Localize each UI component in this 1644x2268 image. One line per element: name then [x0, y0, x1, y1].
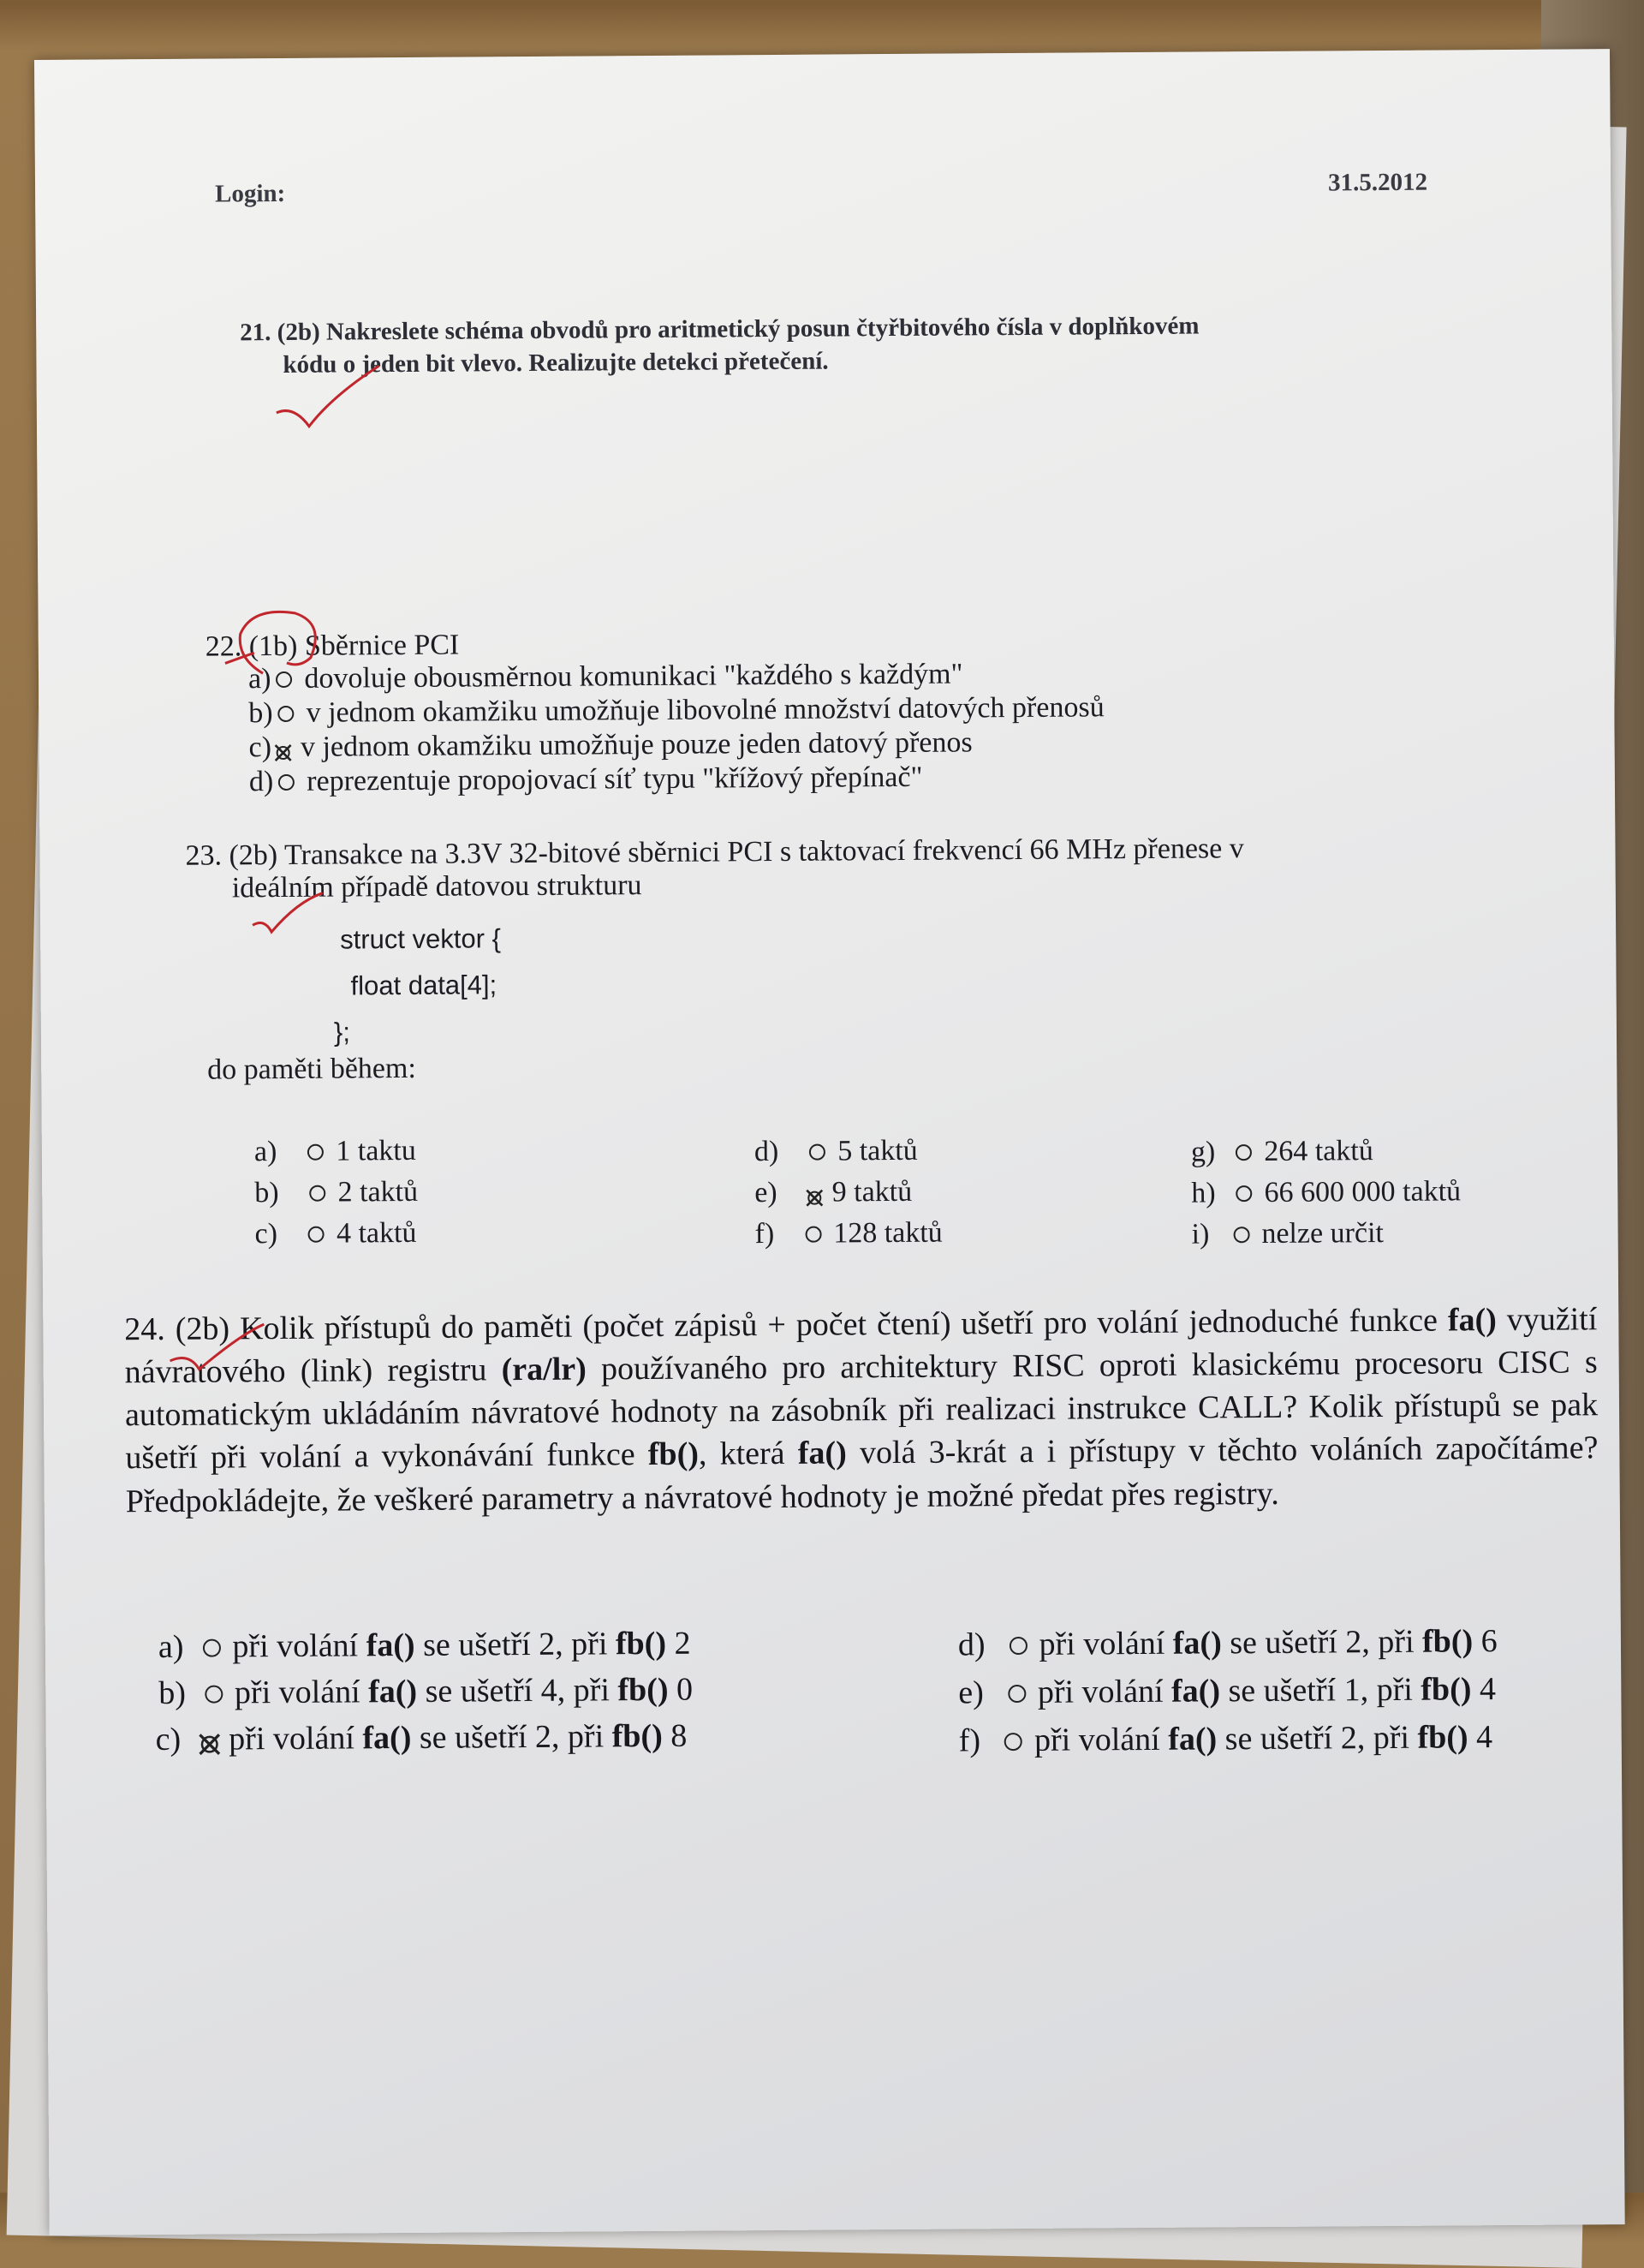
option-letter: e) [958, 1674, 985, 1711]
register-name: (ra/lr) [501, 1351, 587, 1388]
question-number: 22. [205, 630, 242, 663]
option-letter: e) [754, 1176, 777, 1209]
function-name: fb() [1421, 1671, 1472, 1708]
radio-circle-icon[interactable] [278, 774, 295, 791]
function-name: fb() [611, 1717, 663, 1755]
option-text: 264 taktů [1264, 1135, 1373, 1168]
answer-option[interactable] [158, 1671, 693, 1712]
option-text: při volání [232, 1627, 366, 1665]
question-text: , která [698, 1435, 798, 1473]
question-22 [206, 628, 460, 666]
option-text: při volání [1037, 1673, 1172, 1710]
code-line: struct vektor { [340, 923, 502, 955]
login-label: Login: [214, 179, 286, 208]
question-text: používaného pro architektury RISC oproti klasickému procesoru CISC s automatickým ukládáním návratové hodnoty na zásobník při realizaci instrukce CALL? Kolik přístupů se pak ušetří při volání a vykonávání funkce [124, 1344, 1599, 1477]
answer-option[interactable] [158, 1625, 691, 1666]
question-text-continued: ideálním případě datovou strukturu [231, 869, 642, 904]
question-points: (2b) [277, 318, 320, 347]
option-text: 4 taktů [336, 1216, 417, 1250]
radio-circle-icon[interactable] [308, 1226, 325, 1242]
question-21 [240, 311, 1200, 382]
function-name: fa() [1447, 1302, 1497, 1339]
radio-circle-icon[interactable] [205, 1685, 223, 1703]
function-name: fa() [1172, 1625, 1222, 1662]
question-24 [124, 1298, 1599, 1523]
option-letter: i) [1191, 1218, 1210, 1250]
exam-date: 31.5.2012 [1327, 168, 1428, 197]
option-letter: c) [254, 1218, 278, 1250]
radio-circle-icon[interactable] [809, 1143, 825, 1160]
option-letter: b) [254, 1177, 279, 1209]
answer-option[interactable] [248, 691, 1105, 730]
function-name: fb() [1417, 1719, 1468, 1756]
option-text: 9 taktů [831, 1175, 913, 1209]
question-title: Sběrnice PCI [304, 629, 460, 662]
question-points: (2b) [175, 1310, 230, 1347]
option-text: se ušetří 2, při [1221, 1623, 1423, 1662]
question-text: využití návratového (link) registru [124, 1301, 1598, 1391]
answer-option-selected[interactable] [754, 1176, 912, 1209]
option-text: 0 [668, 1671, 694, 1708]
function-name: fb() [617, 1671, 669, 1709]
radio-circle-icon[interactable] [1010, 1637, 1028, 1655]
radio-circle-icon[interactable] [1236, 1185, 1253, 1202]
option-letter: f) [958, 1722, 981, 1759]
answer-option[interactable] [959, 1718, 1493, 1759]
option-text: 66 600 000 taktů [1264, 1175, 1462, 1209]
option-letter: g) [1190, 1136, 1216, 1168]
option-text: 6 [1473, 1623, 1498, 1660]
function-name: fb() [647, 1436, 700, 1473]
function-name: fa() [366, 1626, 415, 1664]
answer-option-selected[interactable] [248, 726, 972, 764]
answer-option[interactable] [958, 1622, 1498, 1663]
code-line: }; [333, 1017, 351, 1047]
option-text: 4 [1468, 1719, 1493, 1756]
radio-circle-icon[interactable] [310, 1185, 326, 1201]
radio-circle-icon[interactable] [278, 706, 295, 722]
answer-option[interactable] [249, 761, 923, 798]
option-text: se ušetří 2, při [1217, 1719, 1418, 1758]
option-text: se ušetří 2, při [411, 1718, 612, 1756]
function-name: fa() [368, 1673, 418, 1710]
option-letter: c) [155, 1721, 182, 1758]
option-letter: a) [247, 663, 271, 695]
answer-option-selected[interactable] [156, 1717, 688, 1758]
crossed-circle-icon[interactable] [196, 1728, 220, 1752]
question-23 [185, 833, 1244, 905]
option-letter: b) [158, 1674, 187, 1712]
function-name: fb() [615, 1625, 667, 1662]
option-text: 128 taktů [833, 1216, 943, 1250]
radio-circle-icon[interactable] [805, 1226, 821, 1242]
option-text: v jednom okamžiku umožňuje libovolné množství datových přenosů [306, 691, 1105, 729]
answer-option[interactable] [1191, 1217, 1384, 1251]
radio-circle-icon[interactable] [1233, 1227, 1249, 1243]
option-text: v jednom okamžiku umožňuje pouze jeden datový přenos [300, 726, 973, 763]
function-name: fa() [797, 1435, 847, 1472]
radio-circle-icon[interactable] [202, 1638, 220, 1656]
option-letter: d) [957, 1626, 986, 1663]
option-text: se ušetří 1, při [1219, 1671, 1421, 1710]
question-text-continued: kódu o jeden bit vlevo. Realizujte detekci přetečení. [283, 347, 829, 379]
answer-option[interactable] [754, 1135, 918, 1168]
option-text: 2 taktů [337, 1175, 419, 1209]
answer-option[interactable] [1191, 1135, 1373, 1168]
option-text: nelze určit [1261, 1217, 1385, 1250]
function-name: fa() [362, 1719, 412, 1757]
question-number: 21. [240, 319, 271, 347]
option-text: 5 taktů [837, 1134, 918, 1167]
option-letter: d) [754, 1135, 779, 1168]
answer-option[interactable] [754, 1217, 942, 1251]
option-letter: h) [1191, 1177, 1216, 1209]
option-text: se ušetří 4, při [416, 1672, 618, 1710]
answer-option[interactable] [958, 1670, 1496, 1711]
question-points: (2b) [229, 839, 278, 872]
code-line: float data[4]; [350, 970, 497, 1001]
radio-circle-icon[interactable] [1004, 1733, 1022, 1751]
crossed-circle-icon[interactable] [273, 738, 292, 757]
answer-option[interactable] [254, 1217, 416, 1250]
option-text: 4 [1471, 1671, 1497, 1708]
option-text: se ušetří 2, při [414, 1626, 616, 1663]
option-text: reprezentuje propojovací síť typu "křížový přepínač" [307, 761, 923, 797]
option-letter: a) [253, 1136, 277, 1168]
option-text: při volání [1033, 1721, 1169, 1758]
option-letter: f) [754, 1218, 775, 1250]
option-text: při volání [229, 1720, 363, 1758]
option-text: při volání [1039, 1625, 1173, 1662]
answer-option[interactable] [254, 1135, 416, 1168]
question-number: 24. [124, 1310, 165, 1348]
option-text: při volání [234, 1674, 369, 1711]
option-text: 8 [662, 1717, 688, 1754]
question-text: volá 3-krát a i přístupy v těchto voláních započítáme? Předpokládejte, že veškeré parametry a návratové hodnoty je možné předat přes registry. [125, 1429, 1599, 1519]
function-name: fa() [1170, 1673, 1221, 1710]
function-name: fa() [1168, 1721, 1218, 1758]
radio-circle-icon[interactable] [1008, 1685, 1026, 1703]
radio-circle-icon[interactable] [1236, 1144, 1252, 1161]
answer-option[interactable] [254, 1176, 418, 1209]
question-text: Transakce na 3.3V 32-bitové sběrnici PCI s taktovací frekvencí 66 MHz přenese v [283, 833, 1244, 871]
question-number: 23. [185, 839, 223, 872]
exam-sheet [34, 49, 1625, 2235]
answer-option[interactable] [1191, 1175, 1461, 1209]
question-text-after: do paměti během: [207, 1052, 416, 1086]
option-letter: b) [248, 697, 273, 730]
option-text: 1 taktu [336, 1134, 416, 1167]
option-letter: c) [248, 731, 272, 764]
question-points: (1b) [248, 630, 298, 663]
option-letter: d) [248, 766, 274, 798]
radio-circle-icon[interactable] [276, 671, 292, 688]
option-text: dovoluje obousměrnou komunikaci "každého s každým" [304, 658, 963, 695]
function-name: fb() [1421, 1623, 1474, 1660]
question-text: Nakreslete schéma obvodů pro aritmetický posun čtyřbitového čísla v doplňkovém [325, 312, 1200, 346]
answer-option[interactable] [248, 658, 963, 695]
radio-circle-icon[interactable] [307, 1143, 324, 1160]
option-letter: a) [158, 1628, 184, 1666]
crossed-circle-icon[interactable] [805, 1184, 824, 1203]
question-text: Kolik přístupů do paměti (počet zápisů + počet čtení) ušetří pro volání jednoduché funkce [239, 1302, 1449, 1347]
option-text: 2 [665, 1625, 691, 1662]
